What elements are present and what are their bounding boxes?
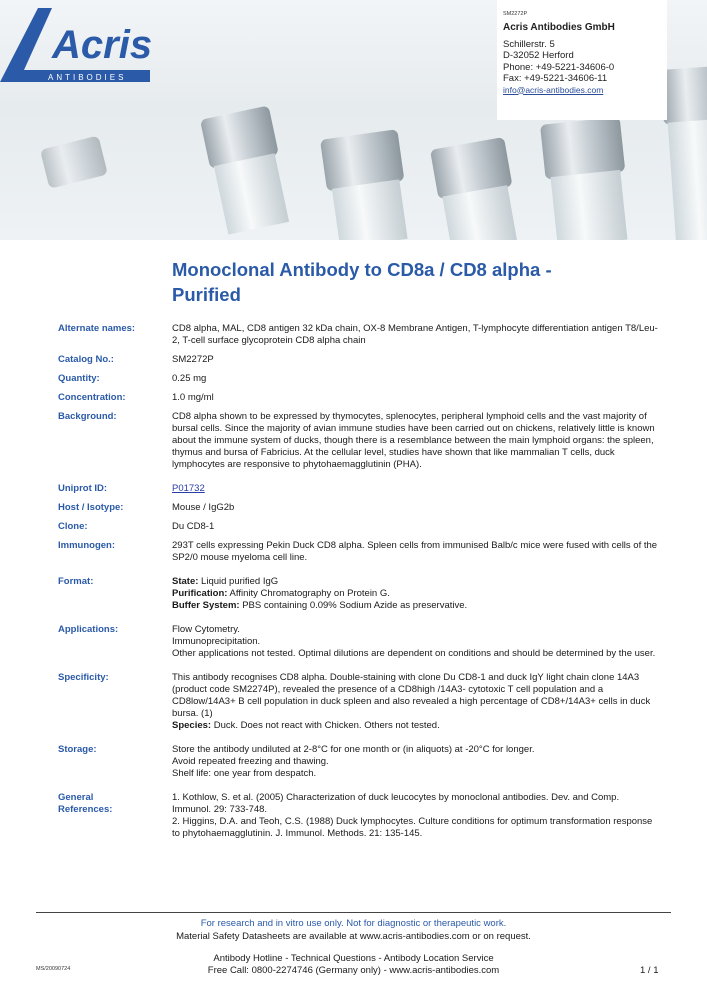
buffer-label: Buffer System: — [172, 600, 240, 611]
product-code-small: SM2272P — [503, 11, 528, 17]
storage-line-2: Avoid repeated freezing and thawing. — [172, 756, 329, 767]
value-storage — [172, 744, 658, 780]
fax-number: Fax: +49-5221-34606-11 — [503, 73, 608, 84]
value-immunogen: 293T cells expressing Pekin Duck CD8 alpha. Spleen cells from immunised Balb/c mice were fused with cells of the SP2/0 mouse myeloma cell line. — [172, 540, 658, 563]
hotline-text: Antibody Hotline - Technical Questions - Antibody Location Service — [213, 953, 494, 964]
storage-line-1: Store the antibody undiluted at 2-8°C for one month or (in aliquots) at -20°C for longer. — [172, 744, 535, 755]
species-value: Duck. Does not react with Chicken. Others not tested. — [211, 720, 440, 731]
purification-value: Affinity Chromatography on Protein G. — [227, 588, 390, 599]
row-host — [58, 502, 678, 514]
value-format — [172, 576, 658, 612]
specification-table — [58, 323, 678, 847]
label-storage: Storage: — [58, 744, 97, 755]
phone-number: Phone: +49-5221-34606-0 — [503, 61, 615, 73]
uniprot-link[interactable]: P01732 — [172, 483, 205, 494]
purification-label: Purification: — [172, 588, 228, 599]
application-2: Immunoprecipitation. — [172, 636, 261, 647]
label-background: Background: — [58, 411, 117, 422]
label-quantity: Quantity: — [58, 373, 100, 384]
value-quantity: 0.25 mg — [172, 373, 207, 384]
value-applications — [172, 624, 658, 660]
title-line-1: Monoclonal Antibody to CD8a / CD8 alpha - — [172, 259, 552, 280]
row-storage — [58, 744, 678, 780]
page-number: 1 / 1 — [640, 965, 659, 976]
row-uniprot — [58, 483, 678, 495]
value-host: Mouse / IgG2b — [172, 502, 235, 513]
row-clone — [58, 521, 678, 533]
email-link[interactable]: info@acris-antibodies.com — [503, 84, 604, 95]
logo-tagline: ANTIBODIES — [48, 73, 127, 82]
value-background: CD8 alpha shown to be expressed by thymocytes, splenocytes, peripheral lymphoid cells and the vast majority of bursal cells. Since the majority of avian immune studies have been carried out on chickens, relatively little is known about the immune system of ducks, though there is a resemblance between the main lymphoid organs: the spleen, thymus and bursa of Fabricius. At the cellular level, studies have shown that like mammalian T cells, duck lymphocytes are responsive to phytohaemagglutinin (PHA). — [172, 411, 655, 470]
title-line-2: Purified — [172, 284, 241, 305]
label-immunogen: Immunogen: — [58, 540, 115, 551]
row-specificity — [58, 672, 678, 732]
row-background — [58, 411, 678, 471]
label-specificity: Specificity: — [58, 672, 109, 683]
value-catalog: SM2272P — [172, 354, 214, 365]
buffer-value: PBS containing 0.09% Sodium Azide as preservative. — [239, 600, 468, 611]
reference-1: 1. Kothlow, S. et al. (2005) Characterization of duck leucocytes by monoclonal antibodies. Dev. and Comp. Immunol. 29: 733-748. — [172, 792, 620, 815]
header-banner — [0, 0, 707, 240]
label-format: Format: — [58, 576, 94, 587]
label-alternate-names: Alternate names: — [58, 323, 136, 334]
value-concentration: 1.0 mg/ml — [172, 392, 214, 403]
storage-line-3: Shelf life: one year from despatch. — [172, 768, 317, 779]
free-call-text: Free Call: 0800-2274746 (Germany only) - www.acris-antibodies.com — [207, 965, 500, 976]
logo-wordmark: Acris — [52, 23, 153, 67]
label-concentration: Concentration: — [58, 392, 126, 403]
application-1: Flow Cytometry. — [172, 624, 240, 635]
row-catalog — [58, 354, 678, 366]
value-clone: Du CD8-1 — [172, 521, 215, 532]
state-value: Liquid purified IgG — [198, 576, 279, 587]
company-name: Acris Antibodies GmbH — [503, 22, 615, 33]
address-street: Schillerstr. 5 — [503, 38, 555, 50]
label-applications: Applications: — [58, 624, 119, 635]
application-note: Other applications not tested. Optimal dilutions are dependent on conditions and should be determined by the user. — [172, 648, 656, 659]
label-uniprot: Uniprot ID: — [58, 483, 108, 494]
specificity-text: This antibody recognises CD8 alpha. Double-staining with clone Du CD8-1 and duck IgY light chain clone 14A3 (product code SM2274P), revealed the presence of a CD8high /14A3- cytotoxic T cell population and a CD8low/14A3+ B cell population in duck spleen and also revealed a high percentage of CD8+/14A3+ cells in duck bursa. (1) — [172, 672, 651, 719]
row-format — [58, 576, 678, 612]
product-title — [172, 257, 672, 307]
row-immunogen — [58, 540, 678, 564]
value-references — [172, 792, 658, 840]
label-clone: Clone: — [58, 521, 88, 532]
footer-divider — [36, 912, 671, 913]
row-references — [58, 792, 678, 840]
contact-box — [497, 0, 667, 120]
acris-logo — [0, 0, 170, 88]
address-city: D-32052 Herford — [503, 50, 574, 61]
document-version: MS/20090724 — [36, 966, 71, 972]
label-host: Host / Isotype: — [58, 502, 124, 513]
value-alternate-names: CD8 alpha, MAL, CD8 antigen 32 kDa chain, OX-8 Membrane Antigen, T-lymphocyte differentiation antigen T8/Leu-2, T-cell surface glycoprotein CD8 alpha chain — [172, 323, 658, 346]
reference-2: 2. Higgins, D.A. and Teoh, C.S. (1988) Duck lymphocytes. Culture conditions for optimum transformation response to phytohaemagglutinin. J. Immunol. Methods. 21: 135-145. — [172, 816, 653, 839]
label-references: General References: — [58, 792, 113, 815]
value-specificity — [172, 672, 658, 732]
row-quantity — [58, 373, 678, 385]
research-use-notice: For research and in vitro use only. Not for diagnostic or therapeutic work. — [200, 918, 507, 929]
row-concentration — [58, 392, 678, 404]
msds-notice: Material Safety Datasheets are available at www.acris-antibodies.com or on request. — [176, 931, 531, 942]
state-label: State: — [172, 576, 199, 587]
label-catalog: Catalog No.: — [58, 354, 114, 365]
row-alternate-names — [58, 323, 678, 347]
row-applications — [58, 624, 678, 660]
species-label: Species: — [172, 720, 212, 731]
